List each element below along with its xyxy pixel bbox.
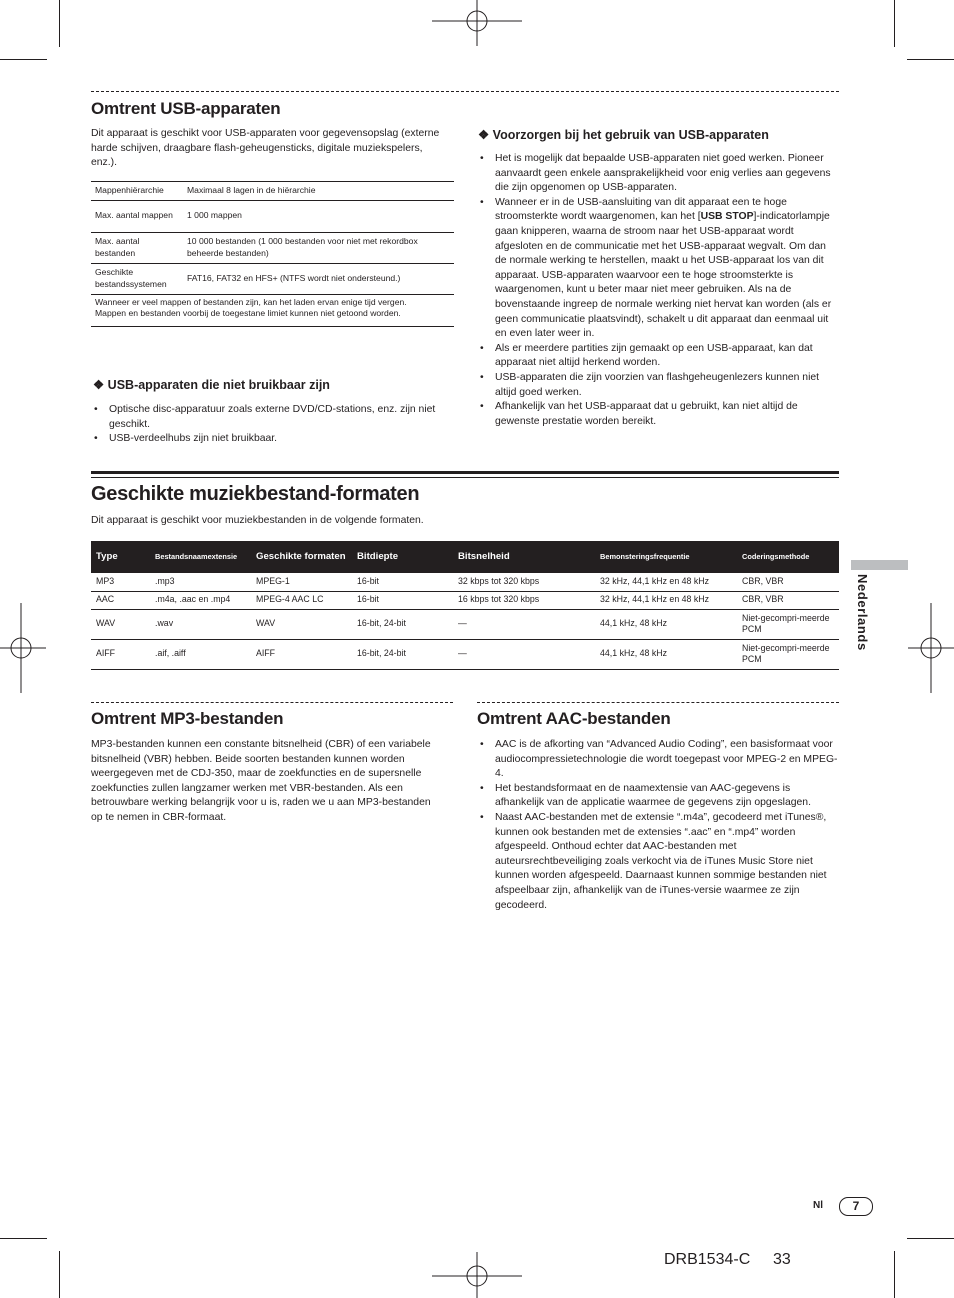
section-rule <box>91 471 839 474</box>
table-row <box>91 182 454 201</box>
section-rule <box>91 477 839 478</box>
spec-label: Max. aantal bestanden <box>95 236 140 258</box>
cell: — <box>453 639 595 669</box>
list-item: • Afhankelijk van het USB-apparaat dat u gebruikt, kan niet altijd de gewenste prestatie worden bereikt. <box>477 400 839 429</box>
table-row <box>91 591 839 609</box>
table-row <box>91 609 839 639</box>
list-item: • AAC is de afkorting van “Advanced Audio Coding”, een basisformaat voor audiocompressietechnologie die wordt toegepast voor MPEG-2 en MPEG-4. <box>477 738 841 782</box>
cell: 32 kHz, 44,1 kHz en 48 kHz <box>595 573 737 591</box>
cell: WAV <box>91 609 150 639</box>
cell: .wav <box>150 609 251 639</box>
spec-notes <box>91 294 454 326</box>
cell: AIFF <box>251 639 352 669</box>
list-item: • USB-verdeelhubs zijn niet bruikbaar. <box>91 432 453 447</box>
table-row <box>91 639 839 669</box>
cell: CBR, VBR <box>737 573 839 591</box>
table-row <box>91 573 839 591</box>
table-row <box>91 232 454 263</box>
aac-section-title: Omtrent AAC-bestanden <box>477 709 671 728</box>
unusable-heading: ❖ USB-apparaten die niet bruikbaar zijn <box>93 378 330 392</box>
cell: 44,1 kHz, 48 kHz <box>595 639 737 669</box>
cell: 16-bit, 24-bit <box>352 639 453 669</box>
cell: .aif, .aiff <box>150 639 251 669</box>
cell: 16-bit <box>352 591 453 609</box>
cell: 16-bit, 24-bit <box>352 609 453 639</box>
cell: MPEG-4 AAC LC <box>251 591 352 609</box>
spec-note: Mappen en bestanden voorbij de toegestane limiet kunnen niet getoond worden. <box>95 308 401 318</box>
formats-section-title: Geschikte muziekbestand-formaten <box>91 483 420 505</box>
aac-list <box>477 738 841 913</box>
table-header-row <box>91 541 839 573</box>
spec-label: Geschikte bestandssystemen <box>95 267 167 289</box>
section-divider <box>477 702 839 703</box>
cell: CBR, VBR <box>737 591 839 609</box>
cell: — <box>453 609 595 639</box>
mp3-body: MP3-bestanden kunnen een constante bitsnelheid (CBR) of een variabele bitsnelheid (VBR) hebben. Beide soorten bestanden kunnen worden weergegeven met de CDJ-350, maar de zoekfuncties en de supersnelle zoekfuncties zullen langzamer werken met VBR-bestanden. Als een betrouwbare werking belangrijk voor u is, raden we u aan MP3-bestanden op te nemen in CBR-formaat. <box>91 739 431 823</box>
table-row <box>91 294 454 326</box>
list-item: • Het is mogelijk dat bepaalde USB-apparaten niet goed werken. Pioneer aanvaardt geen enkele aansprakelijkheid voor enig verlies aan gegevens die zijn opgenomen op USB-apparaten. <box>477 152 839 196</box>
col-header: Bitdiepte <box>352 541 453 573</box>
cell: .mp3 <box>150 573 251 591</box>
precautions-list <box>477 152 839 429</box>
cell: WAV <box>251 609 352 639</box>
mp3-section-title: Omtrent MP3-bestanden <box>91 709 284 728</box>
list-item: • Naast AAC-bestanden met de extensie “.m4a”, gecodeerd met iTunes®, kunnen ook bestanden met de extensies “.aac” en “.mp4” worden afgespeeld. Onthoud echter dat AAC-bestanden met auteursrechtbeveiliging zoals verkocht via de iTunes Music Store niet kunnen worden afgespeeld. Daarnaast kunnen sommige bestanden niet afspeelbaar zijn, afhankelijk van de iTunes-versie waarmee ze zijn gecodeerd. <box>477 811 841 913</box>
col-header: Bitsnelheid <box>453 541 595 573</box>
spec-value: 1 000 mappen <box>187 210 242 221</box>
spec-note: Wanneer er veel mappen of bestanden zijn, kan het laden ervan enige tijd vergen. <box>95 296 407 307</box>
language-label: Nederlands <box>855 574 870 651</box>
list-item: • Het bestandsformaat en de naamextensie van AAC-gegevens is afhankelijk van de applicatie waarmee de gegevens zijn opgeslagen. <box>477 782 841 811</box>
formats-table <box>91 541 839 670</box>
list-item: • USB-apparaten die zijn voorzien van flashgeheugenlezers kunnen niet altijd goed werken. <box>477 371 839 400</box>
usb-spec-table <box>91 181 454 327</box>
cell: AAC <box>91 591 150 609</box>
cell: .m4a, .aac en .mp4 <box>150 591 251 609</box>
page-number-badge: 7 <box>839 1197 873 1216</box>
formats-intro: Dit apparaat is geschikt voor muziekbestanden in de volgende formaten. <box>91 515 424 526</box>
cell: Niet-gecompri-meerde PCM <box>737 639 839 669</box>
language-label-wrap <box>848 574 878 674</box>
cell: MPEG-1 <box>251 573 352 591</box>
spec-value: FAT16, FAT32 en HFS+ (NTFS wordt niet ondersteund.) <box>187 272 401 283</box>
precaution-text: Wanneer er in de USB-aansluiting van dit apparaat een te hoge stroomsterkte wordt waargenomen, kan het [ <box>495 196 787 223</box>
precaution-text: ]-indicatorlampje gaan knipperen, waarna de stroom naar het USB-apparaat wordt afgesloten en de communicatie met het USB-apparaat wegvalt. Om dan de normale werking te herstellen, maakt u het USB-apparaat los van dit apparaat. USB-apparaten waarvoor een te hoge stroomsterkte is waargenomen, kunt u beter maar niet meer gebruiken. Als na de bovenstaande ingreep de normale werking niet hervat kan worden (als er geen communicatie plaatsvindt), schakelt u dit apparaat dan eenmaal uit en even later weer in. <box>495 211 832 340</box>
col-header: Geschikte formaten <box>251 541 352 573</box>
usb-stop-label: USB STOP <box>700 211 754 223</box>
col-header: Bestandsnaamextensie <box>150 541 251 573</box>
cell: Niet-gecompri-meerde PCM <box>737 609 839 639</box>
list-item: • Als er meerdere partities zijn gemaakt op een USB-apparaat, kan dat apparaat niet altijd herkend worden. <box>477 342 839 371</box>
precautions-heading: ❖ Voorzorgen bij het gebruik van USB-apparaten <box>478 128 769 142</box>
table-row <box>91 200 454 232</box>
section-divider <box>91 91 839 92</box>
unusable-list <box>91 403 453 447</box>
usb-intro: Dit apparaat is geschikt voor USB-apparaten voor gegevensopslag (externe harde schijven, draagbare flash-geheugensticks, digitale muziekspelers, enz.). <box>91 128 440 169</box>
cell: 32 kbps tot 320 kbps <box>453 573 595 591</box>
table-row <box>91 263 454 294</box>
spec-value: 10 000 bestanden (1 000 bestanden voor niet met rekordbox beheerde bestanden) <box>187 236 418 258</box>
doc-page: 33 <box>773 1251 791 1268</box>
language-tab <box>851 560 908 570</box>
spec-label: Max. aantal mappen <box>95 210 173 221</box>
doc-code: DRB1534-C <box>664 1251 751 1268</box>
cell: MP3 <box>91 573 150 591</box>
section-divider <box>91 702 453 703</box>
cell: 16 kbps tot 320 kbps <box>453 591 595 609</box>
list-item <box>477 196 839 342</box>
col-header: Coderingsmethode <box>737 541 839 573</box>
col-header: Type <box>91 541 150 573</box>
spec-label: Mappenhiërarchie <box>95 185 164 195</box>
col-header: Bemonsteringsfrequentie <box>595 541 737 573</box>
list-item: • Optische disc-apparatuur zoals externe DVD/CD-stations, enz. zijn niet geschikt. <box>91 403 453 432</box>
cell: 16-bit <box>352 573 453 591</box>
cell: 44,1 kHz, 48 kHz <box>595 609 737 639</box>
cell: AIFF <box>91 639 150 669</box>
spec-value: Maximaal 8 lagen in de hiërarchie <box>187 185 316 195</box>
cell: 32 kHz, 44,1 kHz en 48 kHz <box>595 591 737 609</box>
usb-section-title: Omtrent USB-apparaten <box>91 99 281 118</box>
footer-lang: Nl <box>813 1200 823 1211</box>
